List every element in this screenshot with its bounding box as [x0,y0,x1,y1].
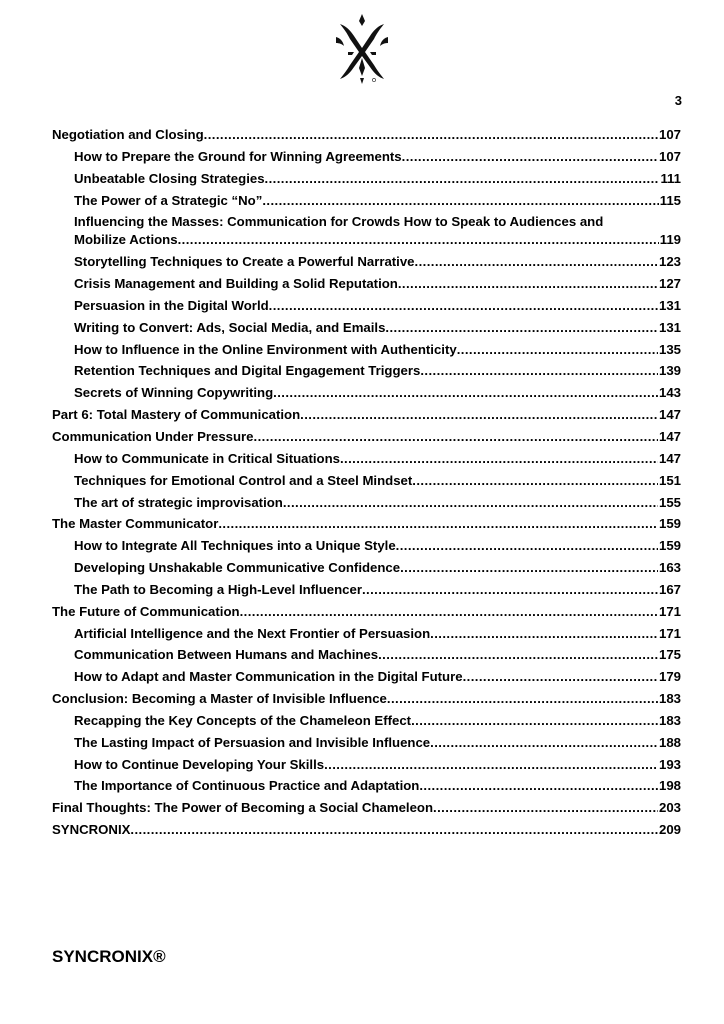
toc-entry-title: Mobilize Actions [74,232,178,248]
dot-leader [254,428,658,446]
toc-entry[interactable] [74,559,681,577]
toc-entry[interactable] [74,646,681,664]
toc-entry[interactable] [74,148,681,166]
toc-entry-line [74,625,681,643]
toc-entry-title: Communication Between Humans and Machines [74,647,379,663]
toc-entry-line [74,777,681,795]
toc-entry-title: Writing to Convert: Ads, Social Media, and Emails [74,319,386,335]
toc-entry-page-number: 183 [658,712,681,728]
toc-entry-page-number: 163 [658,560,681,576]
toc-entry[interactable] [52,799,681,817]
toc-entry-title: Storytelling Techniques to Create a Powerful Narrative [74,254,415,270]
dot-leader [419,777,658,795]
toc-entry-page-number: 143 [658,385,681,401]
toc-entry-page-number: 155 [658,494,681,510]
dot-leader [240,603,658,621]
dot-leader [396,537,658,555]
toc-entry-page-number: 131 [658,319,681,335]
toc-entry[interactable] [74,581,681,599]
toc-entry-page-number: 198 [658,778,681,794]
toc-entry[interactable] [74,341,681,359]
toc-entry-line [74,537,681,555]
toc-entry-line [74,756,681,774]
toc-entry-line [74,494,681,512]
toc-entry-page-number: 131 [658,297,681,313]
toc-entry-page-number: 171 [658,625,681,641]
toc-entry-page-number: 107 [658,127,681,142]
toc-entry-line [74,231,681,249]
toc-entry-line [74,192,681,210]
toc-entry-title: How to Adapt and Master Communication in the Digital Future [74,669,463,685]
toc-entry-title: How to Integrate All Techniques into a Unique Style [74,538,396,554]
toc-entry[interactable] [74,275,681,293]
toc-entry-title-line: Influencing the Masses: Communication for Crowds How to Speak to Audiences and [74,214,604,230]
toc-entry-title: Secrets of Winning Copywriting [74,385,274,401]
toc-entry-title: The Future of Communication [52,603,240,619]
toc-entry-page-number: 167 [658,581,681,597]
toc-entry-page-number: 115 [659,192,681,208]
toc-entry-line [52,515,681,533]
toc-entry[interactable] [74,777,681,795]
toc-entry-title: Artificial Intelligence and the Next Frontier of Persuasion [74,625,431,641]
dot-leader [362,581,658,599]
toc-entry-page-number: 123 [658,254,681,270]
toc-entry-page-number: 127 [658,276,681,292]
toc-entry-title: How to Communicate in Critical Situations [74,450,340,466]
toc-entry[interactable] [74,712,681,730]
toc-entry-page-number: 147 [658,407,681,423]
toc-entry[interactable] [74,537,681,555]
toc-entry[interactable] [52,406,681,424]
toc-entry-line [74,668,681,686]
toc-entry-title: Unbeatable Closing Strategies [74,170,265,186]
toc-entry-line [74,472,681,490]
toc-entry-title: Final Thoughts: The Power of Becoming a Social Chameleon [52,800,434,816]
dot-leader [433,799,658,817]
toc-entry[interactable] [74,450,681,468]
toc-entry-line [74,646,681,664]
dot-leader [398,275,658,293]
dot-leader [130,821,658,839]
toc-entry-title: The Master Communicator [52,516,219,532]
toc-entry-title: Developing Unshakable Communicative Confidence [74,560,401,576]
dot-leader [420,362,658,380]
toc-entry-title: Techniques for Emotional Control and a Steel Mindset [74,472,413,488]
dot-leader [400,559,658,577]
toc-entry[interactable] [74,170,681,188]
toc-entry-title: Part 6: Total Mastery of Communication [52,407,301,423]
toc-entry-line [74,341,681,359]
toc-entry-title: Crisis Management and Building a Solid Reputation [74,276,398,292]
dot-leader [430,625,658,643]
toc-entry[interactable] [52,603,681,621]
dot-leader [300,406,658,424]
dot-leader [412,472,658,490]
toc-entry-title: The Lasting Impact of Persuasion and Invisible Influence [74,734,431,750]
toc-entry-line [52,406,681,424]
toc-entry[interactable] [52,821,681,839]
toc-entry[interactable] [52,428,681,446]
dot-leader [387,690,658,708]
dot-leader [324,756,658,774]
toc-entry-line [74,319,681,337]
footer-brand: SYNCRONIX® [52,947,166,966]
toc-entry-page-number: 147 [658,428,681,444]
toc-entry-title: How to Continue Developing Your Skills [74,756,325,772]
toc-entry[interactable] [74,362,681,380]
dot-leader [265,170,660,188]
toc-entry-line [74,384,681,402]
toc-entry[interactable] [74,319,681,337]
toc-entry[interactable] [74,668,681,686]
toc-entry-page-number: 107 [658,148,681,164]
toc-entry[interactable] [52,515,681,533]
dot-leader [457,341,658,359]
toc-entry-line [74,362,681,380]
dot-leader [430,734,658,752]
dot-leader [415,253,658,271]
dot-leader [204,126,658,144]
toc-entry-page-number: 111 [660,170,681,186]
toc-entry[interactable] [52,690,681,708]
dot-leader [340,450,658,468]
toc-entry-title: How to Prepare the Ground for Winning Agreements [74,148,402,164]
dot-leader [178,231,659,249]
toc-entry-line [74,170,681,188]
toc-entry-page-number: 135 [658,341,681,357]
toc-entry[interactable] [74,756,681,774]
toc-entry-title: Recapping the Key Concepts of the Chameleon Effect [74,712,412,728]
toc-entry[interactable] [74,734,681,752]
toc-entry-line [74,734,681,752]
toc-entry-page-number: 151 [658,472,681,488]
toc-entry-page-number: 188 [658,734,681,750]
toc-entry-line [74,253,681,271]
toc-entry[interactable] [74,253,681,271]
toc-entry-page-number: 183 [658,691,681,707]
toc-entry-page-number: 159 [658,516,681,532]
toc-entry-title: Negotiation and Closing [52,127,204,142]
toc-entry-line [74,275,681,293]
dot-leader [402,148,658,166]
toc-entry-title: Persuasion in the Digital World [74,297,269,313]
syncronix-crest-logo-icon [334,12,390,86]
toc-entry-title: Retention Techniques and Digital Engagement Triggers [74,363,421,379]
toc-entry-title: How to Influence in the Online Environment with Authenticity [74,341,457,357]
dot-leader [463,668,658,686]
toc-entry-line [52,690,681,708]
toc-entry-page-number: 209 [658,822,681,838]
toc-entry-line [74,148,681,166]
toc-entry[interactable] [74,213,681,249]
toc-entry-page-number: 119 [659,232,681,248]
dot-leader [385,319,658,337]
toc-entry-title: The Path to Becoming a High-Level Influencer [74,581,362,597]
toc-entry-title: The Power of a Strategic “No” [74,192,263,208]
toc-entry-page-number: 159 [658,538,681,554]
toc-entry[interactable] [74,297,681,315]
toc-entry-title: The Importance of Continuous Practice and Adaptation [74,778,420,794]
toc-entry[interactable] [74,472,681,490]
toc-entry-line [52,126,681,144]
dot-leader [269,297,658,315]
toc-entry-page-number: 171 [658,603,681,619]
toc-entry-page-number: 179 [658,669,681,685]
toc-entry-title: Conclusion: Becoming a Master of Invisible Influence [52,691,387,707]
toc-entry[interactable] [74,192,681,210]
toc-entry[interactable] [74,494,681,512]
toc-entry[interactable] [52,126,681,144]
toc-entry-line [52,603,681,621]
toc-entry-page-number: 175 [658,647,681,663]
toc-entry[interactable] [74,625,681,643]
page-number: 3 [674,93,682,108]
toc-entry-page-number: 147 [658,450,681,466]
toc-entry-line [52,821,681,839]
toc-entry-page-number: 203 [658,800,681,816]
toc-entry-line [74,712,681,730]
dot-leader [218,515,658,533]
toc-entry-line [74,559,681,577]
dot-leader [262,192,658,210]
toc-entry-title: Communication Under Pressure [52,428,254,444]
dot-leader [411,712,658,730]
toc-entry-title: SYNCRONIX [52,822,131,838]
toc-entry-line [74,297,681,315]
toc-entry[interactable] [74,384,681,402]
dot-leader [273,384,658,402]
toc-entry-page-number: 193 [658,756,681,772]
toc-entry-line [74,450,681,468]
toc-entry-page-number: 139 [658,363,681,379]
toc-entry-line [52,428,681,446]
table-of-contents [52,126,681,843]
toc-entry-title: The art of strategic improvisation [74,494,283,510]
dot-leader [283,494,658,512]
toc-entry-line [74,581,681,599]
toc-entry-line [52,799,681,817]
dot-leader [378,646,658,664]
